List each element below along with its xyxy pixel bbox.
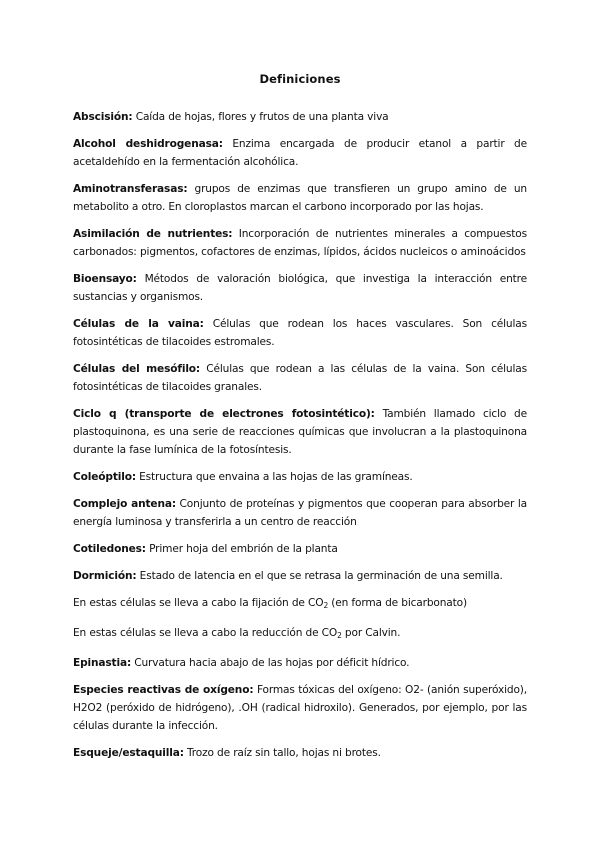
definition-text: grupos de enzimas que transfieren un grupo amino de un metabolito a otro. En cloroplastos marcan el carbono incorporado por las hojas. bbox=[73, 183, 527, 213]
definition-entry bbox=[73, 225, 527, 261]
definition-term: Esqueje/estaquilla: bbox=[73, 747, 184, 759]
definition-text: También llamado ciclo de plastoquinona, es una serie de reacciones químicas que involucran a la plastoquinona durante la fase lumínica de la fotosíntesis. bbox=[73, 408, 527, 456]
definition-term: Bioensayo: bbox=[73, 273, 137, 285]
definition-term: Alcohol deshidrogenasa: bbox=[73, 138, 223, 150]
definition-text: Células que rodean a las células de la vaina. Son células fotosintéticas de tilacoides granales. bbox=[73, 363, 527, 393]
plain-note-text: por Calvin. bbox=[341, 627, 401, 639]
definition-text: Estructura que envaina a las hojas de las gramíneas. bbox=[135, 471, 413, 483]
definition-entry bbox=[73, 654, 527, 672]
definition-term: Células de la vaina: bbox=[73, 318, 204, 330]
definition-text: Enzima encargada de producir etanol a partir de acetaldehído en la fermentación alcohólica. bbox=[73, 138, 527, 168]
plain-note-text: (en forma de bicarbonato) bbox=[328, 597, 467, 609]
definition-entry bbox=[73, 405, 527, 459]
definition-text: Incorporación de nutrientes minerales a compuestos carbonados: pigmentos, cofactores de enzimas, lípidos, ácidos nucleicos o aminoácidos bbox=[73, 228, 527, 258]
definition-term: Aminotransferasas: bbox=[73, 183, 188, 195]
definition-term: Especies reactivas de oxígeno: bbox=[73, 684, 254, 696]
definition-entry bbox=[73, 135, 527, 171]
definition-text: Células que rodean los haces vasculares. Son células fotosintéticas de tilacoides estromales. bbox=[73, 318, 527, 348]
definition-term: Cotiledones: bbox=[73, 543, 146, 555]
definition-text: Métodos de valoración biológica, que investiga la interacción entre sustancias y organismos. bbox=[73, 273, 527, 303]
definition-entry bbox=[73, 108, 527, 126]
definition-text: Curvatura hacia abajo de las hojas por déficit hídrico. bbox=[131, 657, 410, 669]
plain-note bbox=[73, 594, 527, 615]
definition-term: Abscisión: bbox=[73, 111, 133, 123]
definition-entry bbox=[73, 495, 527, 531]
definition-entry bbox=[73, 540, 527, 558]
subscript: 2 bbox=[323, 601, 329, 610]
plain-note bbox=[73, 624, 527, 645]
definition-term: Complejo antena: bbox=[73, 498, 176, 510]
subscript: 2 bbox=[337, 631, 342, 640]
definition-term: Ciclo q (transporte de electrones fotosintético): bbox=[73, 408, 375, 420]
definition-entry bbox=[73, 468, 527, 486]
definition-text: Caída de hojas, flores y frutos de una planta viva bbox=[132, 111, 389, 123]
definition-term: Coleóptilo: bbox=[73, 471, 136, 483]
page-title: Definiciones bbox=[259, 72, 341, 86]
definition-entry bbox=[73, 180, 527, 216]
definition-entry bbox=[73, 567, 527, 585]
plain-note-text: En estas células se lleva a cabo la fijación de CO bbox=[73, 597, 324, 609]
definition-entry bbox=[73, 360, 527, 396]
definition-text: Conjunto de proteínas y pigmentos que cooperan para absorber la energía luminosa y transferirla a un centro de reacción bbox=[73, 498, 527, 528]
plain-note-text: En estas células se lleva a cabo la reducción de CO bbox=[73, 627, 338, 639]
definition-entry bbox=[73, 744, 527, 762]
document-page bbox=[73, 72, 527, 771]
definition-term: Epinastia: bbox=[73, 657, 132, 669]
definition-term: Células del mesófilo: bbox=[73, 363, 201, 375]
definition-text: Primer hoja del embrión de la planta bbox=[145, 543, 338, 555]
definition-entry bbox=[73, 315, 527, 351]
definition-term: Asimilación de nutrientes: bbox=[73, 228, 233, 240]
definition-entry bbox=[73, 681, 527, 735]
definition-text: Formas tóxicas del oxígeno: O2- (anión superóxido), H2O2 (peróxido de hidrógeno), .OH (radical hidroxilo). Generados, por ejemplo, por las células durante la infección. bbox=[73, 684, 527, 732]
definition-term: Dormición: bbox=[73, 570, 137, 582]
definition-text: Trozo de raíz sin tallo, hojas ni brotes. bbox=[183, 747, 381, 759]
definition-text: Estado de latencia en el que se retrasa la germinación de una semilla. bbox=[136, 570, 503, 582]
definition-entry bbox=[73, 270, 527, 306]
